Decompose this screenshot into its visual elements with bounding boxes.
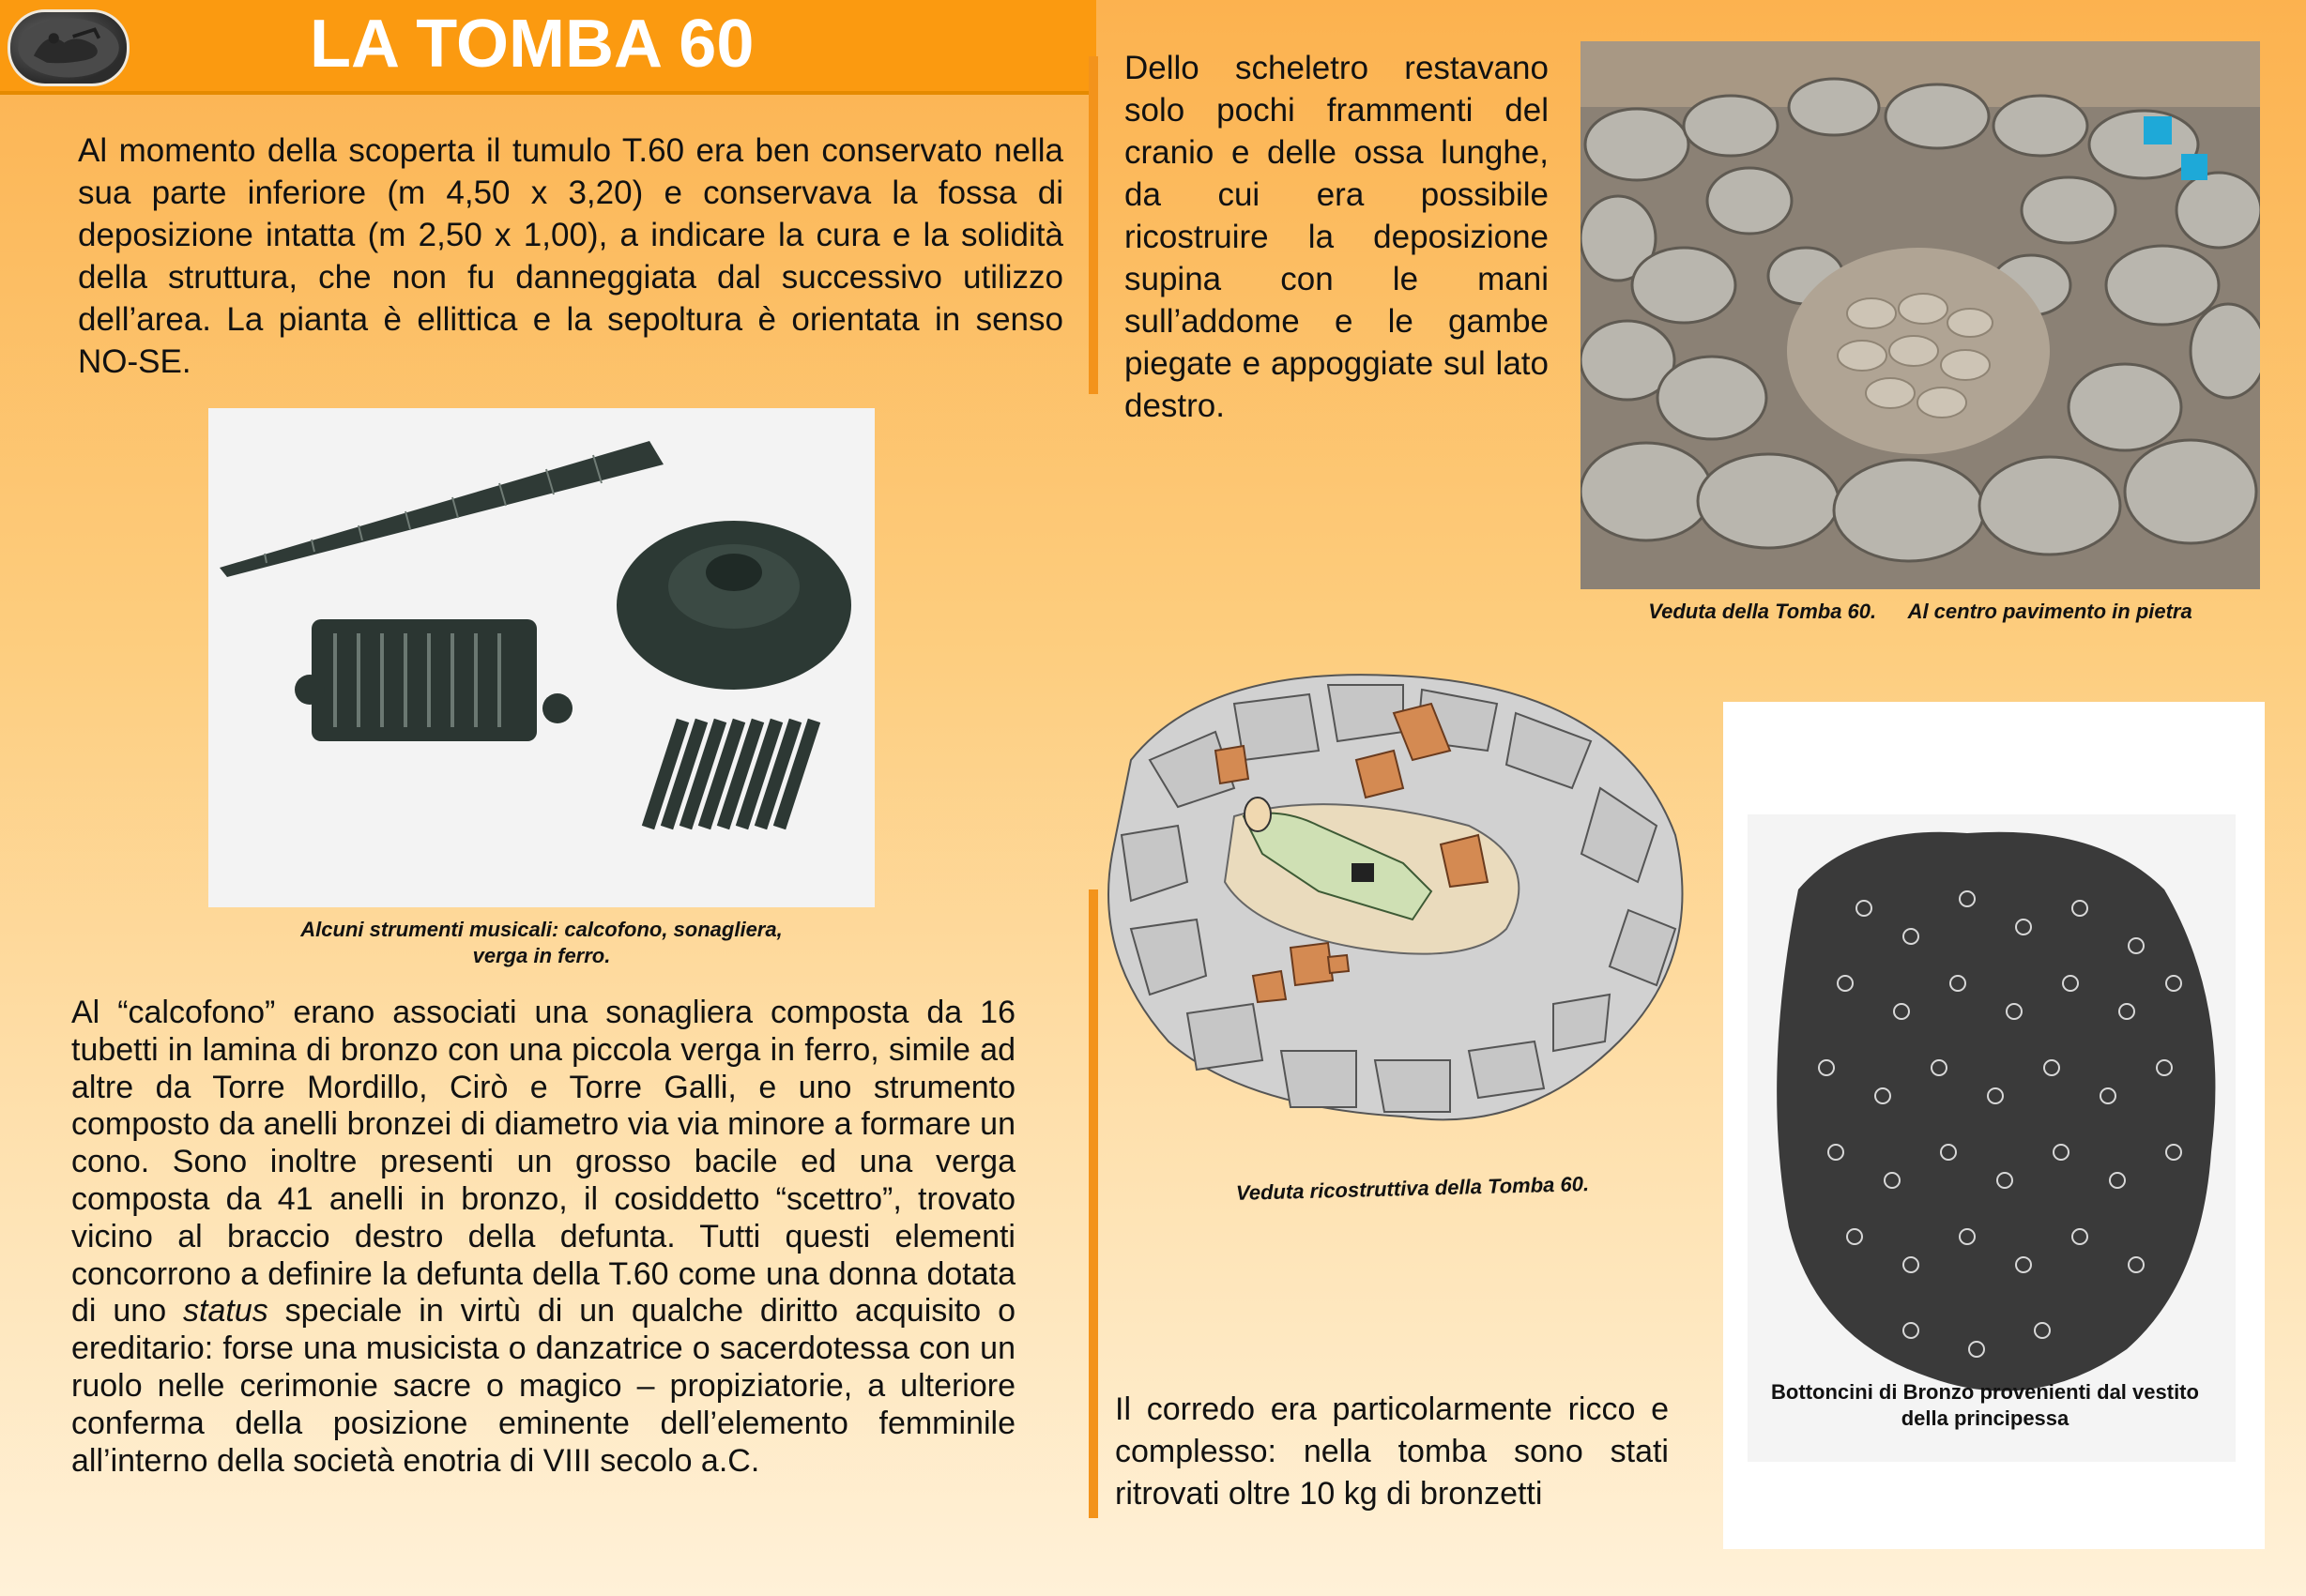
bronze-buttons-caption-line-2: della principessa — [1901, 1406, 2069, 1430]
tomb-photo-caption — [1581, 599, 2260, 625]
calcofono-text-b: speciale in virtù di un qualche diritto acquisito o ereditario: forse una musicista o danzatrice o sacerdotessa con un ruolo nelle cerimonie sacre o magico – propiziatorie, a ulteriore conferma della posizione eminente dell’elemento femminile all’interno della società enotria di VIII secolo a.C. — [71, 1293, 1016, 1479]
intro-paragraph: Al momento della scoperta il tumulo T.60 era ben conservato nella sua parte inferiore (m 4,50 x 3,20) e conservava la fossa di deposizione intatta (m 2,50 x 1,00), a indicare la cura e la solidità della struttura, che non fu danneggiata dal successivo utilizzo dell’area. La pianta è ellittica e la sepoltura è orientata in senso NO-SE. — [78, 132, 1063, 380]
corredo-paragraph: Il corredo era particolarmente ricco e complesso: nella tomba sono stati ritrovati oltre 10 kg di bronzetti — [1115, 1391, 1669, 1512]
bronze-buttons-caption — [1736, 1379, 2234, 1432]
page-title: LA TOMBA 60 — [310, 7, 755, 82]
header-divider — [0, 91, 1093, 95]
calcofono-text-a: Al “calcofono” erano associati una sonagliera composta da 16 tubetti in lamina di bronzo con una piccola verga in ferro, simile ad altre da Torre Mordillo, Cirò e Torre Galli, e uno strumento composto da anelli bronzei di diametro via via minore a formare un cono. Sono inoltre presenti un grosso bacile ed una verga composta da 41 anelli in bronzo, il cosiddetto “scettro”, trovato vicino al braccio destro della defunta. Tutti questi elementi concorrono a definire la defunta della T.60 come una donna dotata di uno — [71, 995, 1016, 1330]
bronze-buttons-caption-line-1: Bottoncini di Bronzo provenienti dal vestito — [1771, 1380, 2199, 1404]
tomb-photo — [1581, 41, 2260, 589]
instruments-caption — [208, 917, 875, 969]
reconstruction-caption: Veduta ricostruttiva della Tomba 60. — [1235, 1172, 1590, 1205]
tomb-photo-caption-a: Veduta della Tomba 60. — [1648, 600, 1877, 623]
instruments-caption-line-2: verga in ferro. — [472, 944, 611, 967]
skeleton-paragraph: Dello scheletro restavano solo pochi frammenti del cranio e delle ossa lunghe, da cui era possibile ricostruire la deposizione supina con le mani sull’addome e le gambe piegate e appoggiate sul lato destro. — [1124, 50, 1549, 424]
ancient-seal-icon — [8, 9, 130, 86]
tomb-reconstruction-drawing — [1093, 647, 1713, 1145]
calcofono-paragraph — [71, 995, 1016, 1480]
tomb-photo-caption-b: Al centro pavimento in pietra — [1907, 600, 2192, 623]
calcofono-text-status: status — [183, 1293, 268, 1330]
instruments-caption-line-1: Alcuni strumenti musicali: calcofono, sonagliera, — [300, 918, 783, 941]
accent-line-top — [1089, 56, 1098, 394]
instruments-photo — [208, 408, 875, 907]
